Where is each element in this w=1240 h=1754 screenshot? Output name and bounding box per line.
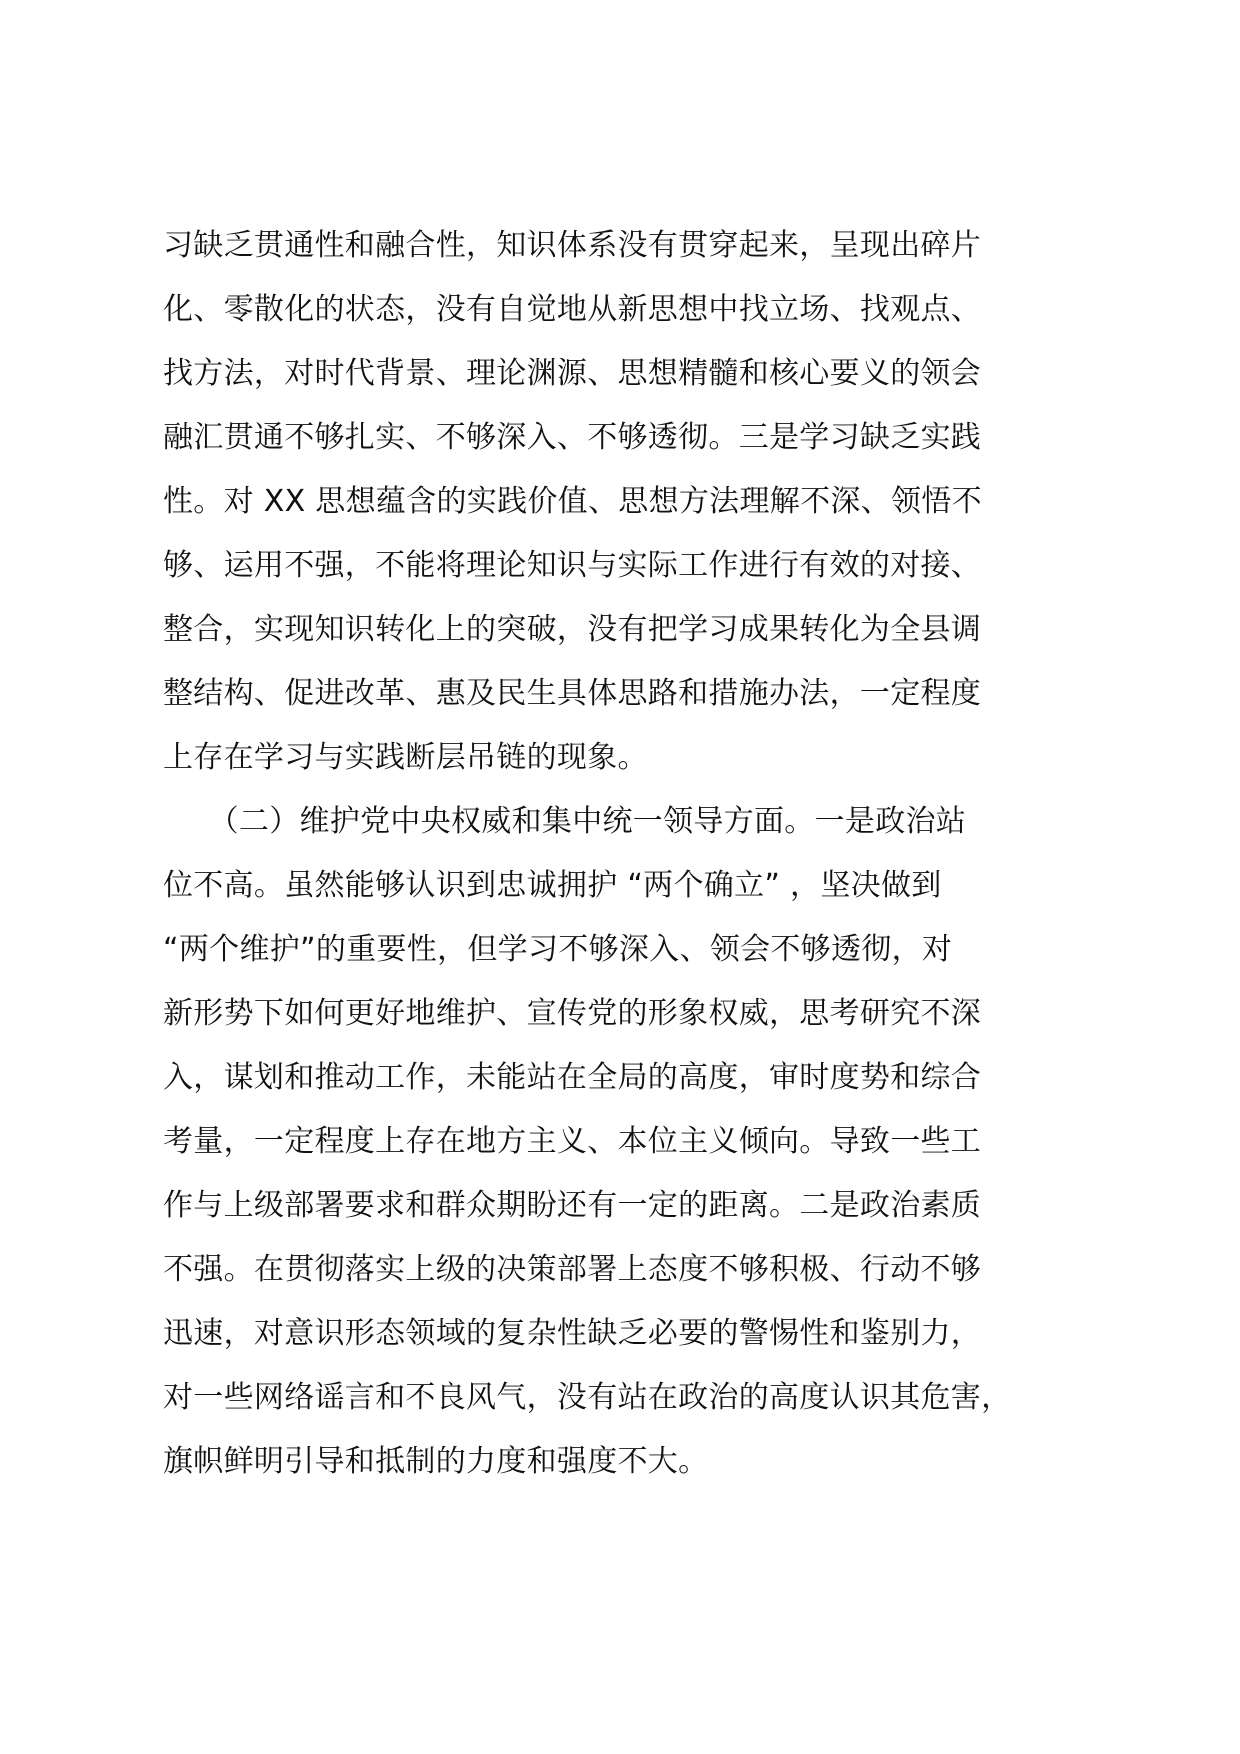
text-line: 旗帜鲜明引导和抵制的力度和强度不大。 — [163, 1444, 709, 1479]
text-line: 化、零散化的状态，没有自觉地从新思想中找立场、找观点、 — [163, 292, 982, 327]
text-line: 习缺乏贯通性和融合性，知识体系没有贯穿起来，呈现出碎片 — [163, 228, 982, 263]
text-line: 迅速，对意识形态领域的复杂性缺乏必要的警惕性和鉴别力， — [163, 1316, 982, 1351]
text-line: 整结构、促进改革、惠及民生具体思路和措施办法，一定程度 — [163, 676, 982, 711]
text-line: 整合，实现知识转化上的突破，没有把学习成果转化为全县调 — [163, 612, 982, 647]
section-heading-line: （二）维护党中央权威和集中统一领导方面。一是政治站 — [163, 804, 967, 839]
text-line: 新形势下如何更好地维护、宣传党的形象权威，思考研究不深 — [163, 996, 982, 1031]
text-line: “两个维护”的重要性，但学习不够深入、领会不够透彻，对 — [163, 932, 953, 967]
text-line: 够、运用不强，不能将理论知识与实际工作进行有效的对接、 — [163, 548, 982, 583]
text-line: 考量，一定程度上存在地方主义、本位主义倾向。导致一些工 — [163, 1124, 982, 1159]
text-line: 融汇贯通不够扎实、不够深入、不够透彻。三是学习缺乏实践 — [163, 420, 982, 455]
body-text — [163, 214, 1093, 1494]
text-line: 找方法，对时代背景、理论渊源、思想精髓和核心要义的领会 — [163, 356, 982, 391]
text-line: 不强。在贯彻落实上级的决策部署上态度不够积极、行动不够 — [163, 1252, 982, 1287]
text-line: 上存在学习与实践断层吊链的现象。 — [163, 740, 648, 775]
text-line: 性。对 XX 思想蕴含的实践价值、思想方法理解不深、领悟不 — [163, 484, 982, 519]
text-line: 作与上级部署要求和群众期盼还有一定的距离。二是政治素质 — [163, 1188, 982, 1223]
text-line: 位不高。虽然能够认识到忠诚拥护 “两个确立” ，坚决做到 — [163, 868, 942, 903]
text-line: 入，谋划和推动工作，未能站在全局的高度，审时度势和综合 — [163, 1060, 982, 1095]
text-line: 对一些网络谣言和不良风气，没有站在政治的高度认识其危害， — [163, 1380, 1012, 1415]
